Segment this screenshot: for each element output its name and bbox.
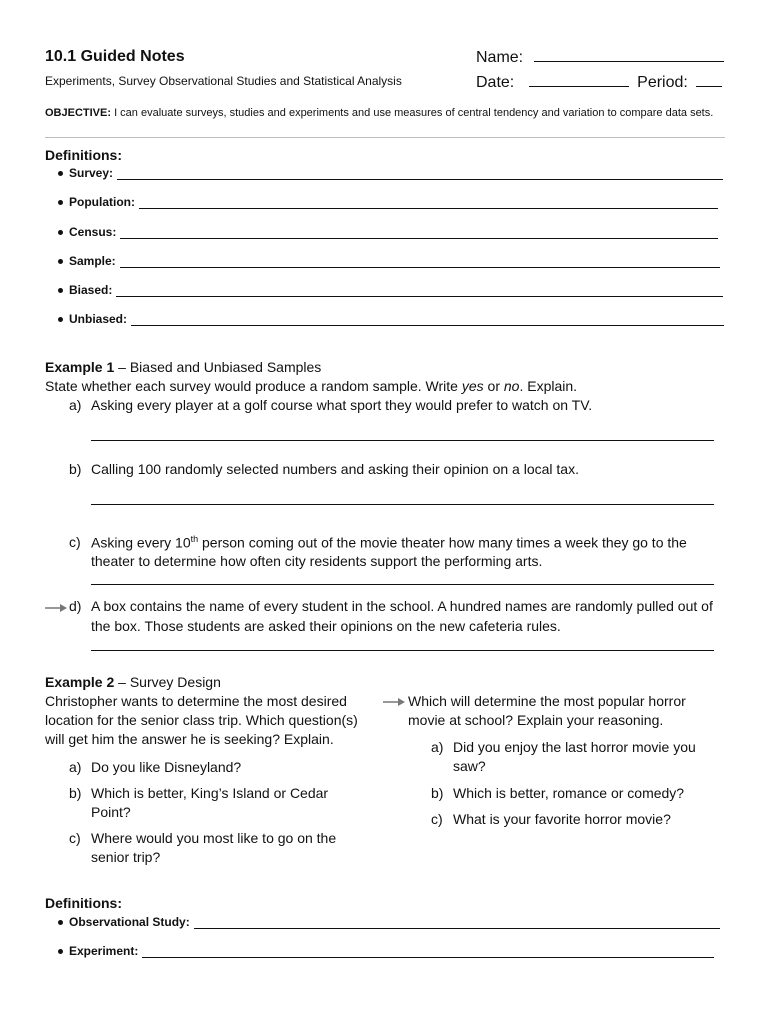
date-label: Date:	[476, 74, 515, 91]
example2-left-b-2: Point?	[91, 804, 131, 820]
page-subtitle: Experiments, Survey Observational Studies and Statistical Analysis	[45, 74, 402, 88]
definition-census[interactable]	[58, 225, 718, 239]
item-label: b)	[431, 785, 444, 801]
example2-left-c-2: senior trip?	[91, 849, 161, 865]
bullet-icon	[58, 949, 63, 954]
example2-right-a-2: saw?	[453, 758, 486, 774]
answer-line[interactable]	[131, 313, 724, 326]
example2-right-c: What is your favorite horror movie?	[453, 811, 671, 827]
example1-d-text-line1: A box contains the name of every student in the school. A hundred names are randomly pulled out of	[91, 598, 713, 614]
definition-term: Experiment:	[69, 944, 139, 958]
definition-population[interactable]	[58, 195, 718, 209]
bullet-icon	[58, 200, 63, 205]
example2-right-intro-1: Which will determine the most popular horror	[408, 693, 686, 709]
example1-number: Example 1	[45, 359, 115, 375]
example1-c-answer-line[interactable]	[91, 584, 714, 585]
objective-label: OBJECTIVE:	[45, 107, 112, 119]
example1-heading	[45, 359, 321, 375]
answer-line[interactable]	[142, 945, 714, 958]
bullet-icon	[58, 259, 63, 264]
example1-b-text: Calling 100 randomly selected numbers and asking their opinion on a local tax.	[91, 461, 579, 477]
answer-line[interactable]	[116, 284, 723, 297]
example1-instructions	[45, 378, 577, 394]
period-label: Period:	[637, 74, 688, 91]
item-label: a)	[69, 759, 82, 775]
example2-topic: – Survey Design	[114, 674, 221, 690]
definition-term: Sample:	[69, 254, 116, 268]
definition-term: Biased:	[69, 283, 113, 297]
c-text: person coming out of the movie theater how many times a week they go to the	[198, 534, 687, 551]
name-field[interactable]	[476, 47, 724, 67]
example1-a-answer-line[interactable]	[91, 440, 714, 441]
example2-left-a: Do you like Disneyland?	[91, 759, 242, 775]
example2-left-intro-3: will get him the answer he is seeking? Explain.	[45, 731, 334, 747]
item-label: c)	[69, 830, 81, 846]
definition-biased[interactable]	[58, 283, 723, 297]
instructions-text: State whether each survey would produce a random sample. Write	[45, 378, 462, 394]
definition-term: Unbiased:	[69, 312, 128, 326]
answer-line[interactable]	[120, 226, 718, 239]
item-label: d)	[69, 598, 82, 614]
page-title: 10.1 Guided Notes	[45, 48, 185, 65]
name-label: Name:	[476, 49, 524, 66]
item-label: b)	[69, 461, 82, 477]
example2-heading	[45, 674, 221, 690]
objective	[45, 107, 713, 119]
example2-right-a-1: Did you enjoy the last horror movie you	[453, 739, 696, 755]
bullet-icon	[58, 920, 63, 925]
arrow-right-icon	[44, 602, 68, 614]
definition-term: Census:	[69, 225, 117, 239]
definition-term: Population:	[69, 195, 135, 209]
bullet-icon	[58, 230, 63, 235]
instructions-yes: yes	[461, 378, 484, 394]
definition-experiment[interactable]	[58, 944, 714, 958]
example2-left-intro-2: location for the senior class trip. Which question(s)	[45, 712, 358, 728]
item-label: b)	[69, 785, 82, 801]
objective-text: I can evaluate surveys, studies and experiments and use measures of central tendency and variation to compare data sets.	[111, 107, 714, 119]
bullet-icon	[58, 288, 63, 293]
date-blank[interactable]	[529, 72, 629, 87]
definition-term: Survey:	[69, 166, 114, 180]
example1-topic: – Biased and Unbiased Samples	[114, 359, 322, 375]
item-label: c)	[69, 534, 81, 550]
example2-left-intro-1: Christopher wants to determine the most desired	[45, 693, 347, 709]
definitions-heading: Definitions:	[45, 147, 122, 163]
example2-right-intro-2: movie at school? Explain your reasoning.	[408, 712, 664, 728]
example1-c-text-line1	[91, 534, 687, 551]
definition-sample[interactable]	[58, 254, 720, 268]
item-label: a)	[69, 397, 82, 413]
name-blank[interactable]	[534, 47, 724, 62]
definitions2-heading: Definitions:	[45, 895, 122, 911]
c-superscript: th	[190, 534, 199, 544]
bullet-icon	[58, 171, 63, 176]
definition-observational-study[interactable]	[58, 915, 720, 929]
example1-c-text-line2: theater to determine how often city residents support the performing arts.	[91, 553, 543, 569]
instructions-text: . Explain.	[519, 378, 578, 394]
answer-line[interactable]	[139, 196, 718, 209]
definition-survey[interactable]	[58, 166, 723, 180]
period-blank[interactable]	[696, 72, 722, 87]
definition-unbiased[interactable]	[58, 312, 724, 326]
example2-left-c-1: Where would you most like to go on the	[91, 830, 337, 846]
c-text: Asking every 10	[91, 534, 191, 551]
example1-a-text: Asking every player at a golf course what sport they would prefer to watch on TV.	[91, 397, 593, 413]
example1-d-answer-line[interactable]	[91, 650, 714, 651]
instructions-text: or	[483, 378, 504, 394]
example1-b-answer-line[interactable]	[91, 504, 714, 505]
date-period-field[interactable]	[476, 72, 722, 92]
answer-line[interactable]	[120, 255, 720, 268]
answer-line[interactable]	[117, 167, 723, 180]
definition-term: Observational Study:	[69, 915, 190, 929]
item-label: c)	[431, 811, 443, 827]
header-divider	[45, 137, 725, 138]
instructions-no: no	[503, 378, 520, 394]
bullet-icon	[58, 317, 63, 322]
example2-left-b-1: Which is better, King’s Island or Cedar	[91, 785, 329, 801]
example2-right-b: Which is better, romance or comedy?	[453, 785, 685, 801]
arrow-right-icon	[382, 696, 406, 708]
item-label: a)	[431, 739, 444, 755]
example2-number: Example 2	[45, 674, 115, 690]
answer-line[interactable]	[194, 916, 720, 929]
example1-d-text-line2: the box. Those students are asked their opinions on the new cafeteria rules.	[91, 618, 561, 634]
